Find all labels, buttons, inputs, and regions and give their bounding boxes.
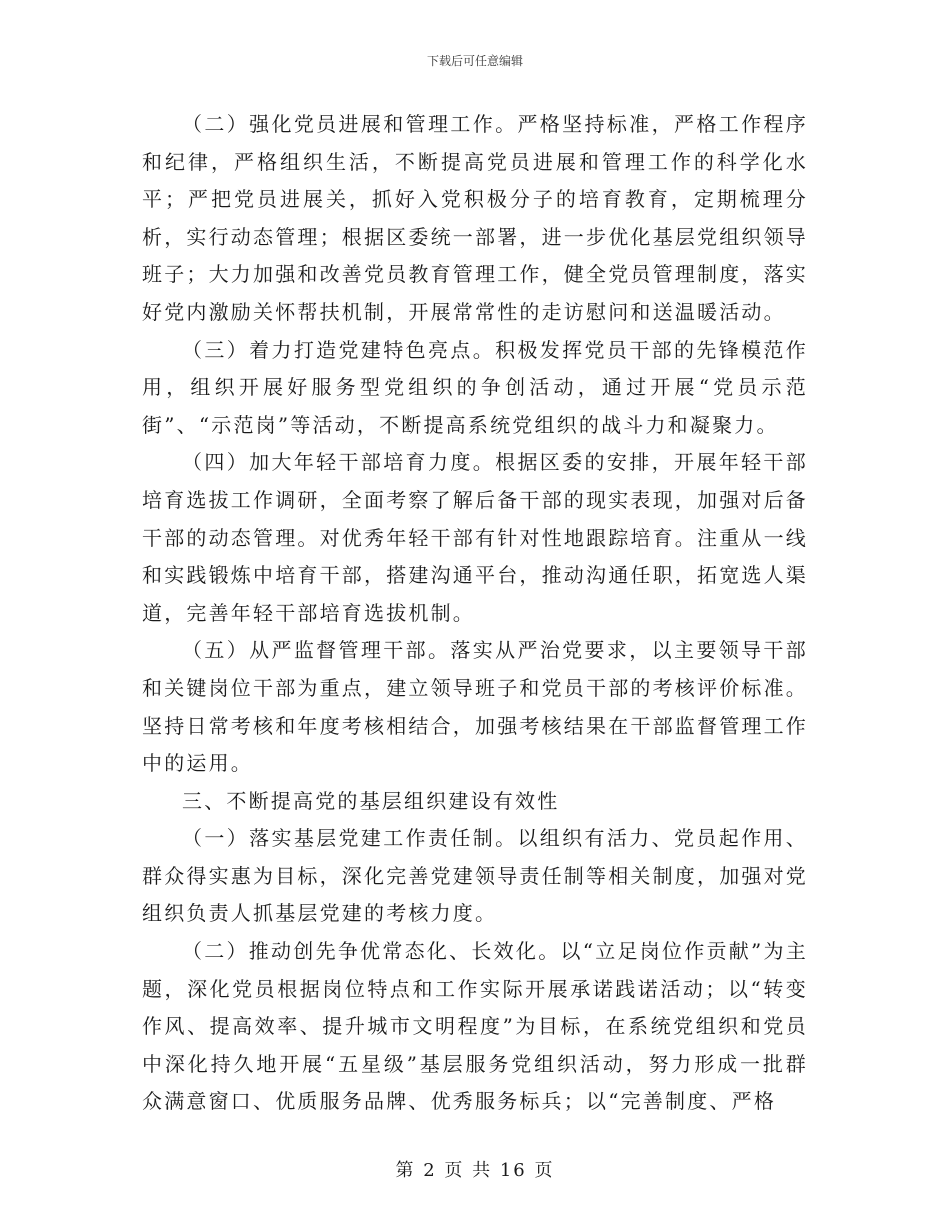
document-body bbox=[142, 106, 808, 1121]
paragraph: （一）落实基层党建工作责任制。以组织有活力、党员起作用、群众得实惠为目标，深化完善党建领导责任制等相关制度，加强对党组织负责人抓基层党建的考核力度。 bbox=[142, 826, 808, 926]
paragraph: （四）加大年轻干部培育力度。根据区委的安排，开展年轻干部培育选拔工作调研，全面考察了解后备干部的现实表现，加强对后备干部的动态管理。对优秀年轻干部有针对性地跟踪培育。注重从一线和实践锻炼中培育干部，搭建沟通平台，推动沟通任职，拓宽选人渠道，完善年轻干部培育选拔机制。 bbox=[142, 450, 808, 625]
page-header-note: 下载后可任意编辑 bbox=[426, 54, 523, 68]
section-heading: 三、不断提高党的基层组织建设有效性 bbox=[182, 788, 560, 813]
paragraph: （二）强化党员进展和管理工作。严格坚持标准，严格工作程序和纪律，严格组织生活，不断提高党员进展和管理工作的科学化水平；严把党员进展关，抓好入党积极分子的培育教育，定期梳理分析，实行动态管理；根据区委统一部署，进一步优化基层党组织领导班子；大力加强和改善党员教育管理工作，健全党员管理制度，落实好党内激励关怀帮扶机制，开展常常性的走访慰问和送温暖活动。 bbox=[142, 112, 808, 324]
paragraph: （三）着力打造党建特色亮点。积极发挥党员干部的先锋模范作用，组织开展好服务型党组织的争创活动，通过开展“党员示范街”、“示范岗”等活动，不断提高系统党组织的战斗力和凝聚力。 bbox=[142, 337, 808, 437]
page-footer-number: 第 2 页 共 16 页 bbox=[395, 1160, 555, 1181]
paragraph: （五）从严监督管理干部。落实从严治党要求，以主要领导干部和关键岗位干部为重点，建立领导班子和党员干部的考核评价标准。坚持日常考核和年度考核相结合，加强考核结果在干部监督管理工作中的运用。 bbox=[142, 638, 808, 776]
paragraph: （二）推动创先争优常态化、长效化。以“立足岗位作贡献”为主题，深化党员根据岗位特点和工作实际开展承诺践诺活动；以“转变作风、提高效率、提升城市文明程度”为目标，在系统党组织和党员中深化持久地开展“五星级”基层服务党组织活动，努力形成一批群众满意窗口、优质服务品牌、优秀服务标兵；以“完善制度、严格 bbox=[142, 939, 808, 1114]
